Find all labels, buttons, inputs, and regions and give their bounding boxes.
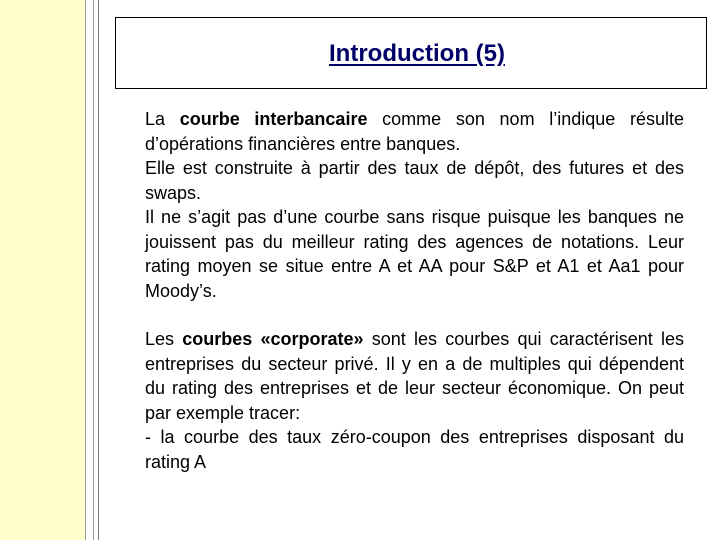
paragraph-corporate [145,327,684,425]
paragraph-text: Les [145,329,183,349]
paragraph-text: La [145,109,180,129]
paragraph-spacer [145,303,684,327]
bold-term-interbank: courbe interbancaire [179,109,368,129]
paragraph-interbank [145,107,684,156]
paragraph-risk: Il ne s’agit pas d’une courbe sans risque puisque les banques ne jouissent pas du meilleur rating des agences de notations. Leur rating moyen se situe entre A et AA pour S&P et A1 et Aa1 pour Moody’s. [145,207,684,301]
paragraph-construction: Elle est construite à partir des taux de dépôt, des futures et des swaps. [145,158,684,203]
paragraph-example: - la courbe des taux zéro-coupon des entreprises disposant du rating A [145,427,684,472]
paragraph-text: comme son nom l’indique résulte d’opérations financières entre banques. [145,109,685,154]
paragraph-text: sont les courbes qui caractérisent les entreprises du secteur privé. Il y en a de multiples qui dépendent du rating des entreprises et de leur secteur économique. On peut par exemple tracer: [145,329,684,423]
left-divider-line [85,0,86,540]
left-accent-band [0,0,85,540]
left-divider-line [93,0,94,540]
bold-term-corporate: courbes «corporate» [182,329,364,349]
left-divider-line [98,0,99,540]
slide-title: Introduction (5) [329,40,505,67]
title-box [115,17,707,89]
slide-body [145,107,684,474]
